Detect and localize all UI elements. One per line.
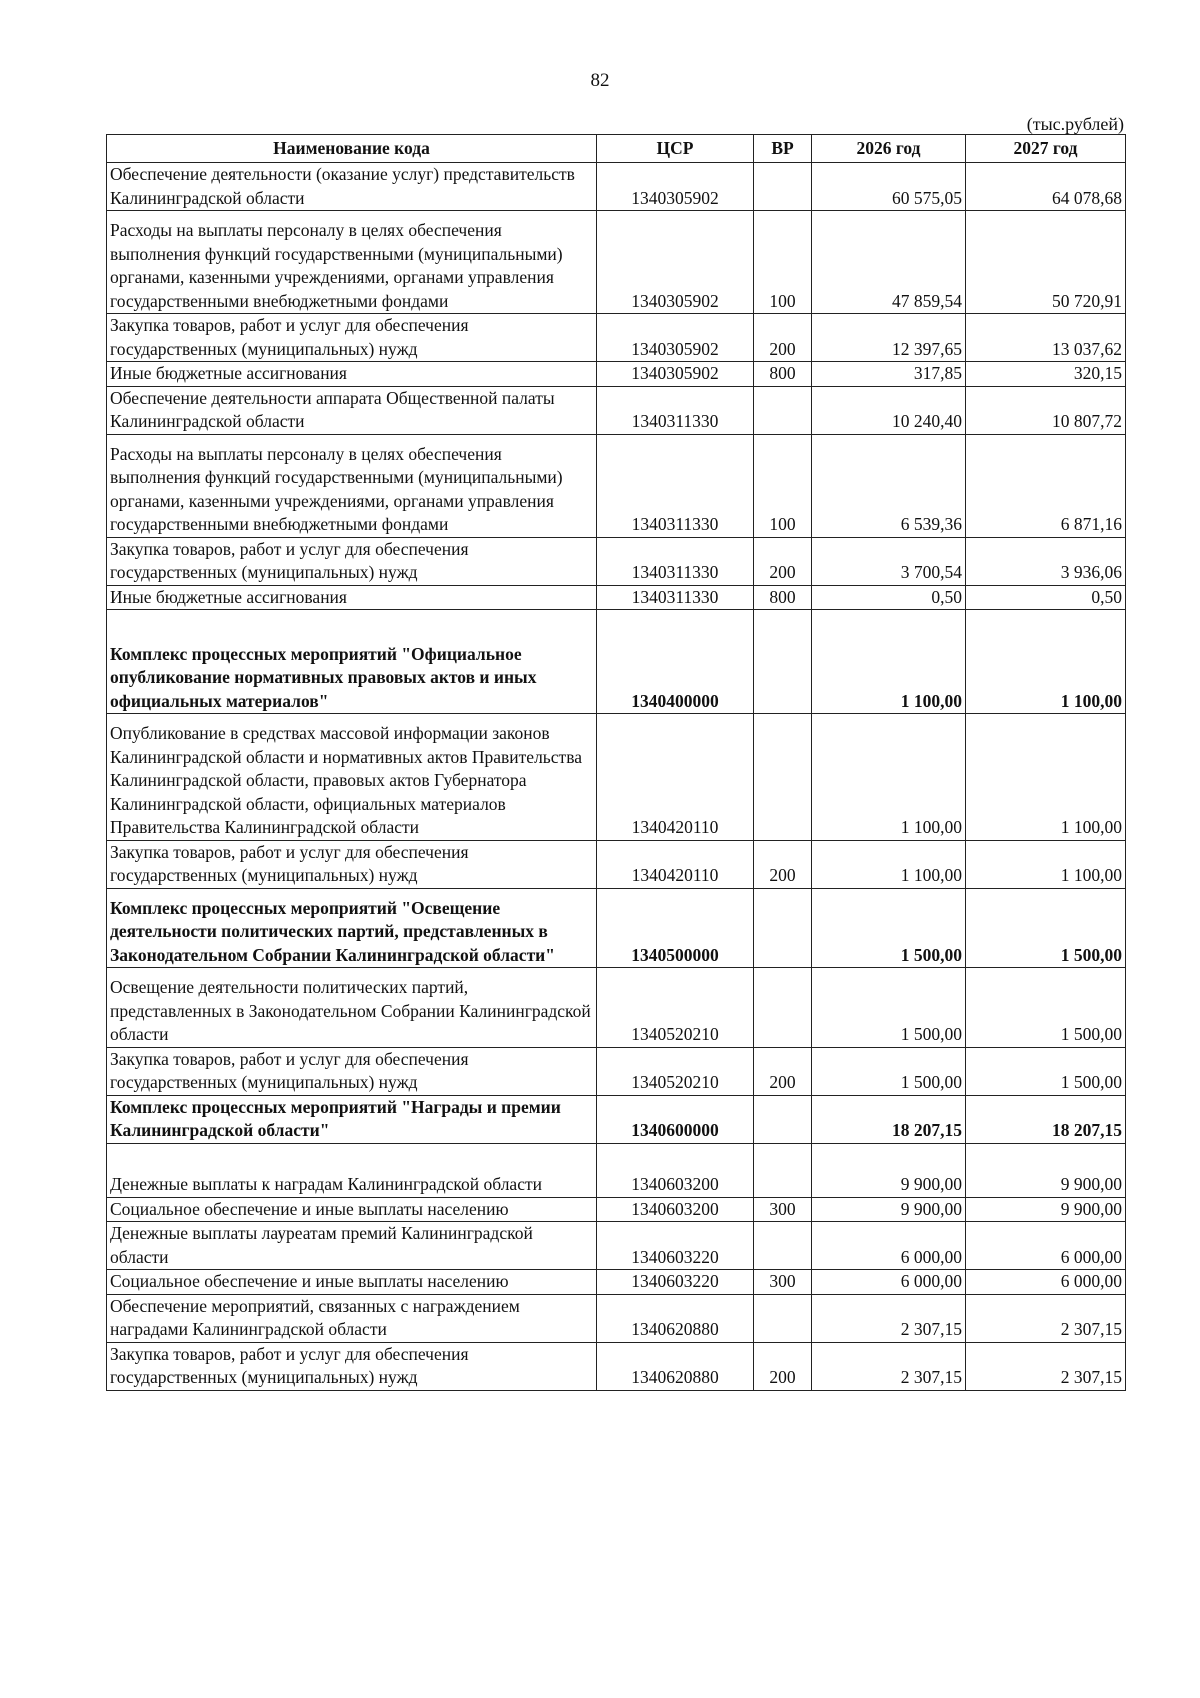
row-csr: 1340620880 <box>597 1294 754 1342</box>
row-2027: 13 037,62 <box>966 314 1126 362</box>
table-row <box>107 714 1126 841</box>
row-vr <box>754 1222 812 1270</box>
table-row <box>107 888 1126 968</box>
row-name: Комплекс процессных мероприятий "Награды и премии Калининградской области" <box>107 1095 597 1143</box>
row-vr <box>754 1294 812 1342</box>
row-2027: 1 100,00 <box>966 840 1126 888</box>
row-vr: 200 <box>754 314 812 362</box>
row-csr: 1340520210 <box>597 1047 754 1095</box>
row-2026: 2 307,15 <box>812 1294 966 1342</box>
row-vr: 100 <box>754 211 812 314</box>
row-2026: 6 000,00 <box>812 1222 966 1270</box>
row-2027: 2 307,15 <box>966 1342 1126 1390</box>
table-row <box>107 1270 1126 1295</box>
row-2026: 10 240,40 <box>812 386 966 434</box>
row-vr: 100 <box>754 434 812 537</box>
row-2026: 1 100,00 <box>812 714 966 841</box>
table-row <box>107 1143 1126 1197</box>
table-row <box>107 1222 1126 1270</box>
row-name: Закупка товаров, работ и услуг для обеспечения государственных (муниципальных) нужд <box>107 1047 597 1095</box>
row-name: Закупка товаров, работ и услуг для обеспечения государственных (муниципальных) нужд <box>107 1342 597 1390</box>
row-csr: 1340420110 <box>597 840 754 888</box>
row-csr: 1340305902 <box>597 163 754 211</box>
row-2027: 1 100,00 <box>966 610 1126 714</box>
row-2026: 6 539,36 <box>812 434 966 537</box>
row-csr: 1340311330 <box>597 537 754 585</box>
row-2027: 0,50 <box>966 585 1126 610</box>
row-vr <box>754 968 812 1048</box>
row-name: Опубликование в средствах массовой информации законов Калининградской области и нормативных актов Правительства Калининградской области, правовых актов Губернатора Калининградской области, официальных материалов Правительства Калининградской области <box>107 714 597 841</box>
row-vr: 800 <box>754 362 812 387</box>
row-2027: 1 500,00 <box>966 1047 1126 1095</box>
row-2027: 3 936,06 <box>966 537 1126 585</box>
row-name: Социальное обеспечение и иные выплаты населению <box>107 1197 597 1222</box>
row-name: Закупка товаров, работ и услуг для обеспечения государственных (муниципальных) нужд <box>107 840 597 888</box>
row-csr: 1340603200 <box>597 1197 754 1222</box>
row-2027: 2 307,15 <box>966 1294 1126 1342</box>
table-row <box>107 585 1126 610</box>
row-vr: 300 <box>754 1197 812 1222</box>
row-2026: 2 307,15 <box>812 1342 966 1390</box>
row-name: Социальное обеспечение и иные выплаты населению <box>107 1270 597 1295</box>
row-vr <box>754 1095 812 1143</box>
row-name: Комплекс процессных мероприятий "Освещение деятельности политических партий, представленных в Законодательном Собрании Калининградской области" <box>107 888 597 968</box>
table-row <box>107 840 1126 888</box>
row-name: Иные бюджетные ассигнования <box>107 362 597 387</box>
row-2027: 64 078,68 <box>966 163 1126 211</box>
row-vr: 200 <box>754 1342 812 1390</box>
row-csr: 1340305902 <box>597 314 754 362</box>
row-2026: 317,85 <box>812 362 966 387</box>
row-vr <box>754 386 812 434</box>
row-2026: 3 700,54 <box>812 537 966 585</box>
row-2027: 1 500,00 <box>966 968 1126 1048</box>
budget-table <box>106 134 1126 1391</box>
row-vr <box>754 610 812 714</box>
row-vr: 200 <box>754 840 812 888</box>
row-name: Иные бюджетные ассигнования <box>107 585 597 610</box>
table-row <box>107 434 1126 537</box>
row-csr: 1340311330 <box>597 585 754 610</box>
row-csr: 1340603200 <box>597 1143 754 1197</box>
row-csr: 1340620880 <box>597 1342 754 1390</box>
table-row <box>107 163 1126 211</box>
header-name: Наименование кода <box>107 135 597 163</box>
header-2027: 2027 год <box>966 135 1126 163</box>
row-2026: 12 397,65 <box>812 314 966 362</box>
header-2026: 2026 год <box>812 135 966 163</box>
row-2026: 9 900,00 <box>812 1143 966 1197</box>
row-name: Освещение деятельности политических партий, представленных в Законодательном Собрании Калининградской области <box>107 968 597 1048</box>
row-vr <box>754 1143 812 1197</box>
row-name: Расходы на выплаты персоналу в целях обеспечения выполнения функций государственными (муниципальными) органами, казенными учреждениями, органами управления государственными внебюджетными фондами <box>107 434 597 537</box>
row-csr: 1340603220 <box>597 1222 754 1270</box>
row-name: Обеспечение деятельности аппарата Общественной палаты Калининградской области <box>107 386 597 434</box>
row-2026: 0,50 <box>812 585 966 610</box>
row-name: Закупка товаров, работ и услуг для обеспечения государственных (муниципальных) нужд <box>107 537 597 585</box>
row-2027: 6 000,00 <box>966 1270 1126 1295</box>
row-2027: 6 000,00 <box>966 1222 1126 1270</box>
table-row <box>107 386 1126 434</box>
row-csr: 1340600000 <box>597 1095 754 1143</box>
row-2027: 9 900,00 <box>966 1143 1126 1197</box>
row-csr: 1340603220 <box>597 1270 754 1295</box>
row-vr: 300 <box>754 1270 812 1295</box>
row-vr <box>754 888 812 968</box>
row-name: Расходы на выплаты персоналу в целях обеспечения выполнения функций государственными (муниципальными) органами, казенными учреждениями, органами управления государственными внебюджетными фондами <box>107 211 597 314</box>
row-2026: 1 100,00 <box>812 610 966 714</box>
row-2027: 320,15 <box>966 362 1126 387</box>
row-csr: 1340311330 <box>597 434 754 537</box>
row-2026: 1 100,00 <box>812 840 966 888</box>
table-row <box>107 610 1126 714</box>
row-name: Обеспечение деятельности (оказание услуг) представительств Калининградской области <box>107 163 597 211</box>
row-csr: 1340400000 <box>597 610 754 714</box>
table-row <box>107 1197 1126 1222</box>
table-row <box>107 362 1126 387</box>
row-vr: 800 <box>754 585 812 610</box>
row-csr: 1340500000 <box>597 888 754 968</box>
row-2027: 10 807,72 <box>966 386 1126 434</box>
units-label: (тыс.рублей) <box>1026 114 1124 134</box>
header-csr: ЦСР <box>597 135 754 163</box>
row-vr: 200 <box>754 537 812 585</box>
header-vr: ВР <box>754 135 812 163</box>
row-2027: 1 500,00 <box>966 888 1126 968</box>
row-name: Денежные выплаты лауреатам премий Калининградской области <box>107 1222 597 1270</box>
table-row <box>107 1095 1126 1143</box>
table-row <box>107 1047 1126 1095</box>
row-2026: 9 900,00 <box>812 1197 966 1222</box>
row-name: Комплекс процессных мероприятий "Официальное опубликование нормативных правовых актов и иных официальных материалов" <box>107 610 597 714</box>
table-row <box>107 1342 1126 1390</box>
row-2026: 18 207,15 <box>812 1095 966 1143</box>
row-vr <box>754 714 812 841</box>
row-2027: 9 900,00 <box>966 1197 1126 1222</box>
row-2026: 1 500,00 <box>812 888 966 968</box>
row-csr: 1340311330 <box>597 386 754 434</box>
row-name: Закупка товаров, работ и услуг для обеспечения государственных (муниципальных) нужд <box>107 314 597 362</box>
row-2026: 1 500,00 <box>812 968 966 1048</box>
row-csr: 1340420110 <box>597 714 754 841</box>
page-number: 82 <box>590 70 610 91</box>
table-row <box>107 314 1126 362</box>
header-row <box>107 135 1126 163</box>
row-2027: 18 207,15 <box>966 1095 1126 1143</box>
row-csr: 1340305902 <box>597 211 754 314</box>
table-row <box>107 211 1126 314</box>
table-header <box>107 135 1126 163</box>
row-vr: 200 <box>754 1047 812 1095</box>
row-vr <box>754 163 812 211</box>
table-row <box>107 1294 1126 1342</box>
row-2027: 1 100,00 <box>966 714 1126 841</box>
row-csr: 1340520210 <box>597 968 754 1048</box>
table-row <box>107 537 1126 585</box>
row-csr: 1340305902 <box>597 362 754 387</box>
row-2027: 6 871,16 <box>966 434 1126 537</box>
row-2026: 6 000,00 <box>812 1270 966 1295</box>
row-2026: 47 859,54 <box>812 211 966 314</box>
row-2026: 60 575,05 <box>812 163 966 211</box>
row-name: Денежные выплаты к наградам Калининградской области <box>107 1143 597 1197</box>
row-2026: 1 500,00 <box>812 1047 966 1095</box>
row-2027: 50 720,91 <box>966 211 1126 314</box>
row-name: Обеспечение мероприятий, связанных с награждением наградами Калининградской области <box>107 1294 597 1342</box>
table-row <box>107 968 1126 1048</box>
table-body <box>107 163 1126 1391</box>
